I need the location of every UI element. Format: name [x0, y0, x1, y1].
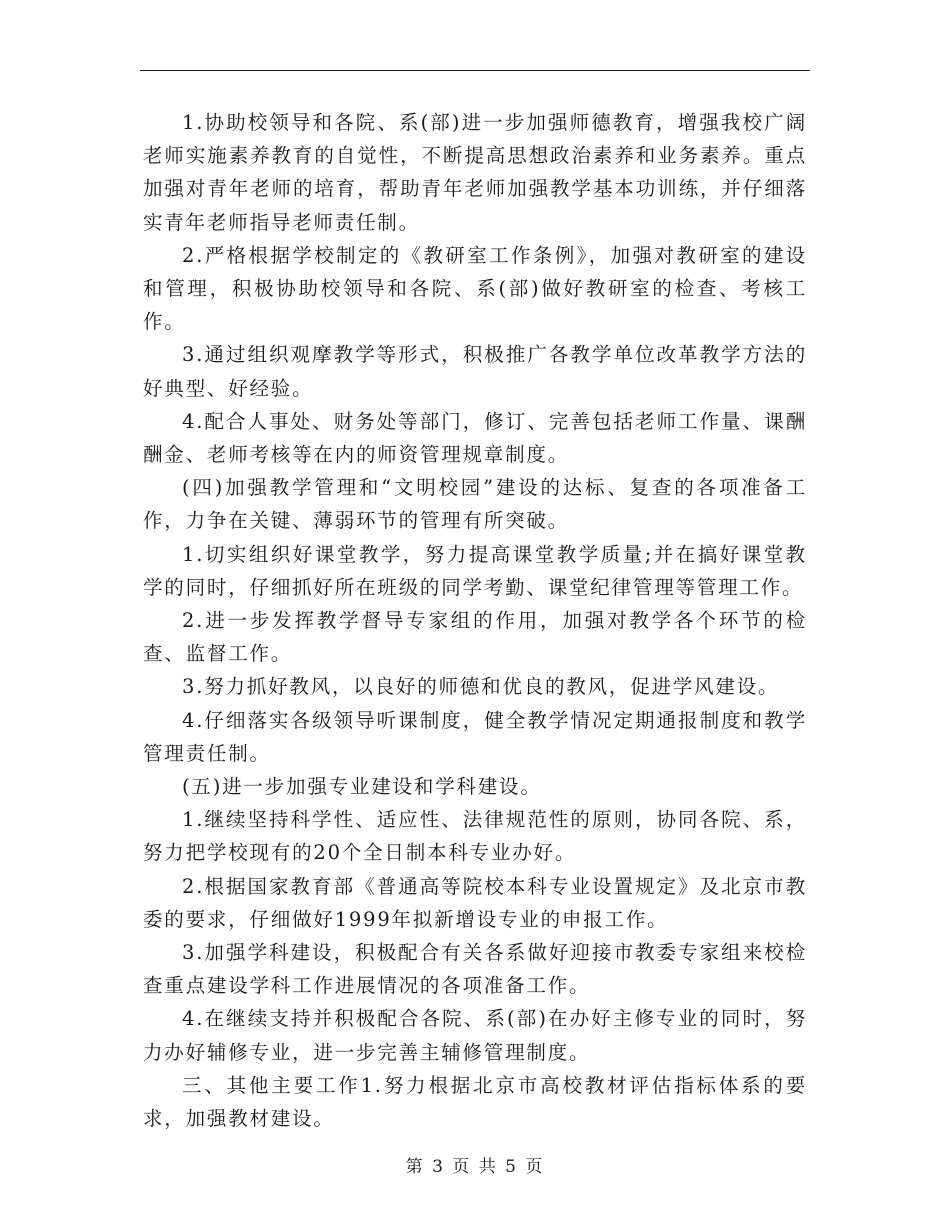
paragraph: 3.通过组织观摩教学等形式，积极推广各教学单位改革教学方法的好典型、好经验。	[143, 343, 807, 400]
paragraph: 4.配合人事处、财务处等部门，修订、完善包括老师工作量、课酬酬金、老师考核等在内的师资管理规章制度。	[143, 409, 807, 467]
paragraph: 2.严格根据学校制定的《教研室工作条例》，加强对教研室的建设和管理，积极协助校领导和各院、系(部)做好教研室的检查、考核工作。	[143, 243, 807, 334]
section-heading: 三、其他主要工作1.努力根据北京市高校教材评估指标体系的要求，加强教材建设。	[143, 1073, 807, 1131]
paragraph: 1.继续坚持科学性、适应性、法律规范性的原则，协同各院、系，努力把学校现有的20个全日制本科专业办好。	[143, 808, 807, 865]
section-heading: (四)加强教学管理和“文明校园”建设的达标、复查的各项准备工作，力争在关键、薄弱环节的管理有所突破。	[143, 476, 807, 533]
document-body	[143, 106, 807, 1135]
page-footer: 第 3 页 共 5 页	[405, 1157, 545, 1177]
paragraph: 2.进一步发挥教学督导专家组的作用，加强对教学各个环节的检查、监督工作。	[143, 609, 807, 666]
paragraph: 2.根据国家教育部《普通高等院校本科专业设置规定》及北京市教委的要求，仔细做好1999年拟新增设专业的申报工作。	[143, 874, 807, 931]
paragraph: 4.在继续支持并积极配合各院、系(部)在办好主修专业的同时，努力办好辅修专业，进一步完善主辅修管理制度。	[143, 1007, 807, 1064]
paragraph: 1.协助校领导和各院、系(部)进一步加强师德教育，增强我校广阔老师实施素养教育的自觉性，不断提高思想政治素养和业务素养。重点加强对青年老师的培育，帮助青年老师加强教学基本功训练，并仔细落实青年老师指导老师责任制。	[143, 111, 807, 234]
paragraph: 4.仔细落实各级领导听课制度，健全教学情况定期通报制度和教学管理责任制。	[143, 708, 807, 765]
paragraph: 3.加强学科建设，积极配合有关各系做好迎接市教委专家组来校检查重点建设学科工作进展情况的各项准备工作。	[143, 941, 807, 998]
paragraph: 1.切实组织好课堂教学，努力提高课堂教学质量;并在搞好课堂教学的同时，仔细抓好所在班级的同学考勤、课堂纪律管理等管理工作。	[143, 542, 807, 599]
paragraph: 3.努力抓好教风，以良好的师德和优良的教风，促进学风建设。	[182, 675, 780, 699]
header-rule	[140, 70, 810, 71]
section-heading: (五)进一步加强专业建设和学科建设。	[182, 775, 542, 799]
